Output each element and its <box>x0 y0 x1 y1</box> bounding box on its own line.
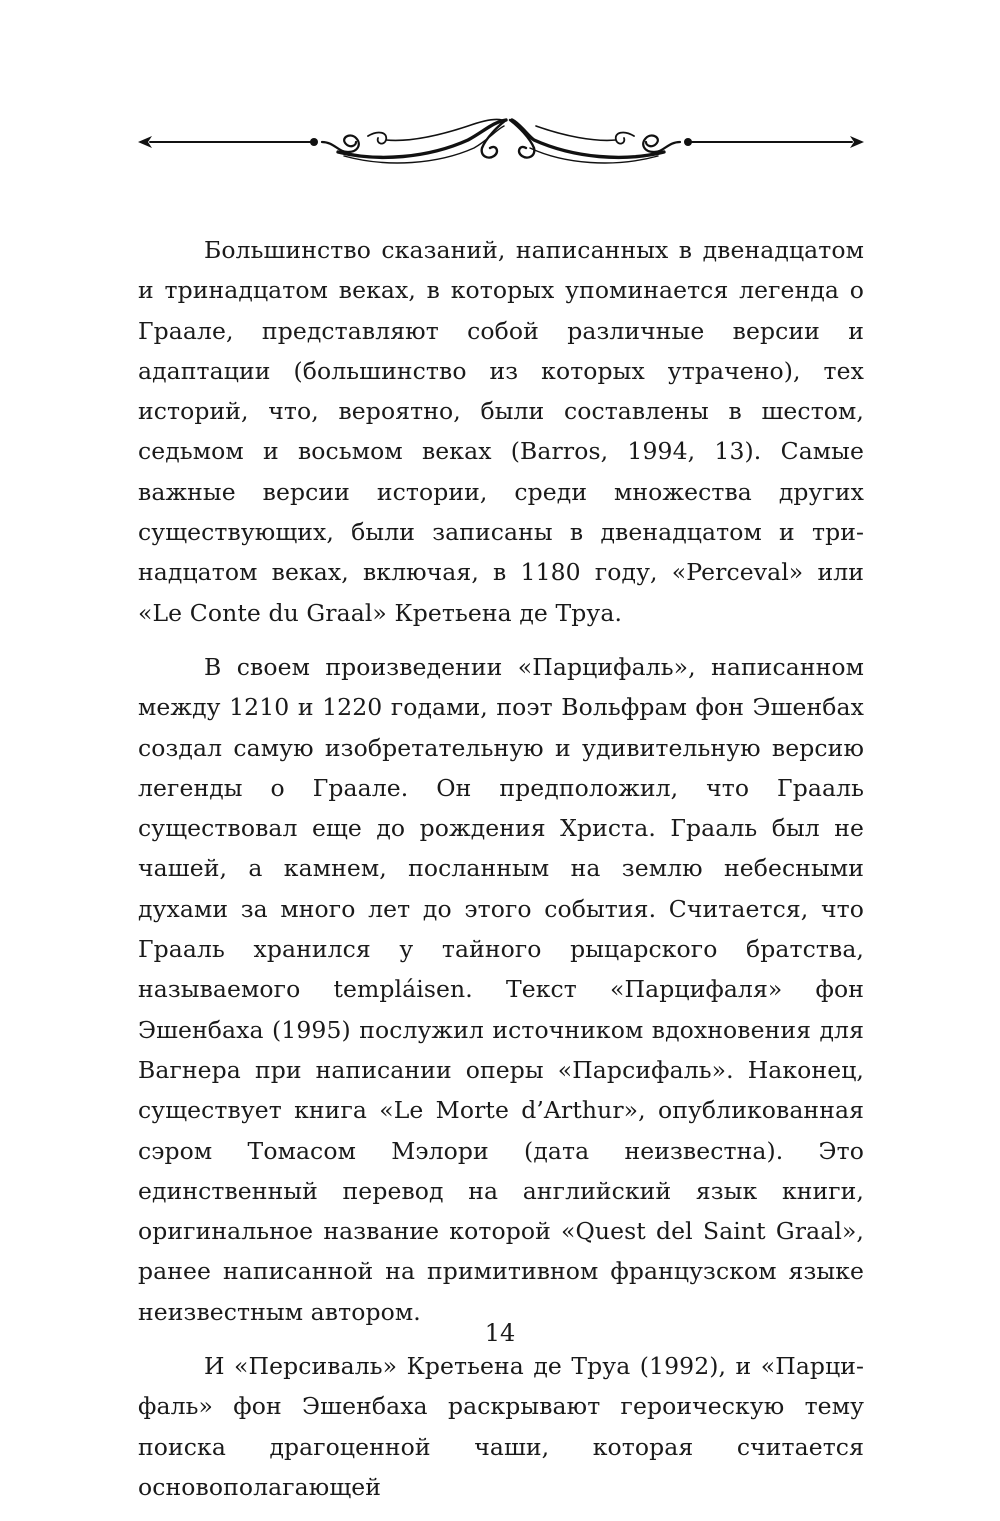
page-number: 14 <box>484 1319 516 1347</box>
paragraph-2: В своем произведении «Парцифаль», написанном между 1210 и 1220 годами, поэт Вольфрам фон Эшенбах создал самую изобретательную и удивительную версию легенды о Граале. Он предположил, что Грааль существовал еще до рождения Христа. Грааль был не чашей, а камнем, посланным на землю небесными духами за много лет до этого события. Считается, что Грааль хранился у тайного рыцарского братства, называемого templáisen. Текст «Парцифаля» фон Эшенбаха (1995) послужил источником вдохновения для Вагнера при написании оперы «Парсифаль». Наконец, существует книга «Le Morte d’Arthur», опубликованная сэром Томасом Мэлори (дата неизвестна). Это единственный перевод на английский язык книги, оригинальное название которой «Quest del Saint Graal», ранее написанной на примитивном французском языке неизвестным автором. <box>138 652 864 1326</box>
decorative-scroll-divider-icon <box>138 112 864 176</box>
paragraph-1: Большинство сказаний, написанных в двенадцатом и тринадцатом веках, в которых упоминается легенда о Граале, представляют собой различные версии и адаптации (большинство из которых утрачено), тех историй, что, вероятно, были составлены в шестом, седьмом и восьмом веках (Barros, 1994, 13). Самые важные версии истории, среди множества других существующих, были записаны в двенадцатом и тринадцатом веках, включая, в 1180 году, «Perceval» или «Le Conte du Graal» Кретьена де Труа. <box>138 236 864 627</box>
paragraph-3: И «Персиваль» Кретьена де Труа (1992), и «Парцифаль» фон Эшенбаха раскрывают героическую тему поиска драгоценной чаши, которая считается основополагающей <box>138 1352 864 1501</box>
